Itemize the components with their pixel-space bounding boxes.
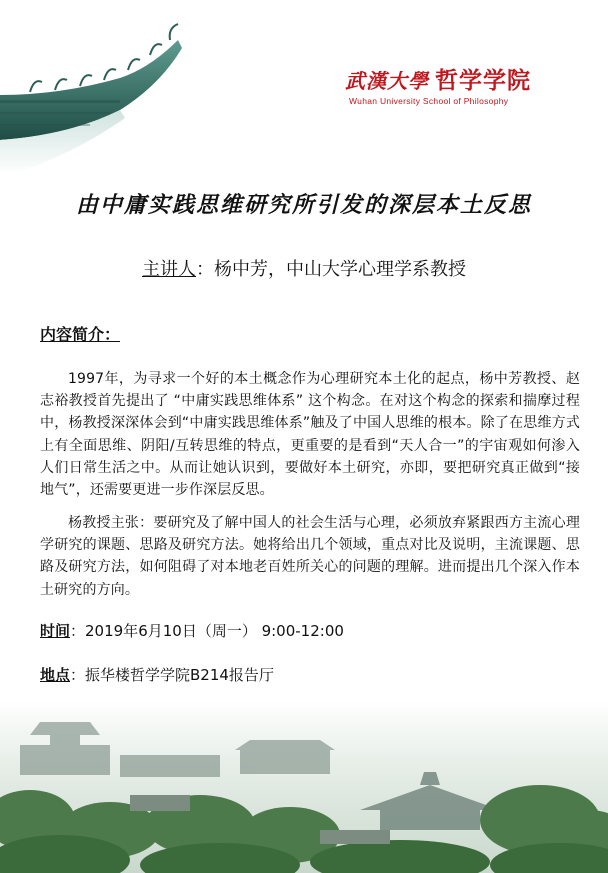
university-logo [345,62,565,106]
intro-heading [40,322,120,345]
intro-paragraph-1: 1997年，为寻求一个好的本土概念作为心理研究本土化的起点，杨中芳教授、赵志裕教授首先提出了 “中庸实践思维体系” 这个构念。在对这个构念的探索和揣摩过程中，杨教授深深体会到“中庸实践思维体系”触及了中国人思维的根本。除了在思维方式上有全面思维、阴阳/互转思维的特点，更重要的是看到“天人合一”的宇宙观如何渗入人们日常生活之中。从而让她认识到，要做好本土研究，亦即，要把研究真正做到“接地气”，还需要更进一步作深层反思。 [40,371,580,499]
logo-school-name: 哲学学院 [435,67,531,94]
page-title: 由中庸实践思维研究所引发的深层本土反思 [75,192,532,218]
time-value: ：2019年6月10日（周一） 9:00-12:00 [70,622,344,640]
time-line [40,620,344,641]
intro-label-suffix: ： [104,325,121,344]
roof-decoration-image [0,0,200,180]
logo-chinese [345,62,565,95]
logo-university-name: 武漢大學 [345,69,429,93]
campus-landscape-image [0,700,608,873]
place-line [40,664,274,685]
speaker-value: ：杨中芳，中山大学心理学系教授 [196,259,466,280]
time-label: 时间 [40,622,71,640]
place-value: ：振华楼哲学学院B214报告厅 [70,666,274,684]
logo-english: Wuhan University School of Philosophy [349,96,509,106]
speaker-line [0,255,608,281]
intro-label: 内容简介 [40,325,105,344]
speaker-label: 主讲人 [142,259,196,280]
place-label: 地点 [40,666,71,684]
intro-paragraph-2: 杨教授主张：要研究及了解中国人的社会生活与心理，必须放弃紧跟西方主流心理学研究的课题、思路及研究方法。她将给出几个领域，重点对比及说明，主流课题、思路及研究方法，如何阻碍了对本地老百姓所关心的问题的理解。进而提出几个深入作本土研究的方向。 [40,515,580,598]
